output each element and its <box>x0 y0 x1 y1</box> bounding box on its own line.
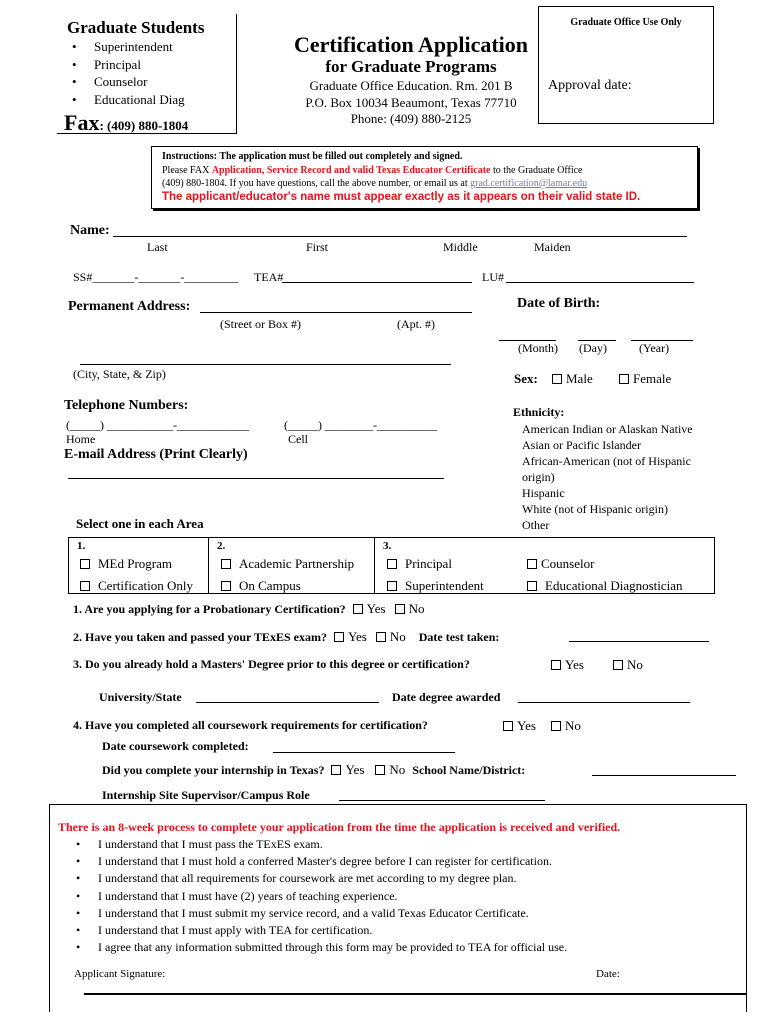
ethnicity-label: Ethnicity: <box>513 405 565 419</box>
checkbox-q3-no[interactable] <box>613 660 623 670</box>
form-subtitle: for Graduate Programs <box>325 57 497 76</box>
internship-question <box>102 762 525 778</box>
name-warning: The applicant/educator's name must appear exactly as it appears on their valid state ID. <box>162 191 641 203</box>
graduate-students-list <box>64 38 185 108</box>
street-label: (Street or Box #) <box>220 317 301 331</box>
yes-label: Yes <box>565 657 584 672</box>
city-field[interactable] <box>80 364 451 365</box>
checkbox-educational-diagnostician[interactable] <box>527 581 537 591</box>
school-district-field[interactable] <box>592 775 736 776</box>
university-state-field[interactable] <box>196 702 379 703</box>
name-label: Name: <box>70 223 110 238</box>
city-label: (City, State, & Zip) <box>73 367 166 381</box>
dob-label: Date of Birth: <box>517 296 601 311</box>
checkbox-q2-yes[interactable] <box>334 632 344 642</box>
email-link[interactable]: grad.certification@lamar.edu <box>470 178 588 189</box>
option-label: MEd Program <box>98 556 173 571</box>
list-item: • Principal <box>64 56 185 74</box>
telephone-label: Telephone Numbers: <box>64 398 189 413</box>
no-label: No <box>565 718 581 733</box>
checkbox-med-program[interactable] <box>80 559 90 569</box>
checkbox-superintendent[interactable] <box>387 581 397 591</box>
option-label: Certification Only <box>98 578 193 593</box>
list-item: • Superintendent <box>64 38 185 56</box>
ethnicity-option[interactable]: American Indian or Alaskan Native <box>522 422 693 436</box>
fax-label: Fax <box>64 110 100 135</box>
list-item: • I understand that I must pass the TExES exam. <box>68 836 567 853</box>
dob-day-label: (Day) <box>579 341 607 355</box>
checkbox-female[interactable] <box>619 374 629 384</box>
ethnicity-option[interactable]: Asian or Pacific Islander <box>522 438 641 452</box>
q4-no-option[interactable] <box>551 718 581 734</box>
question-3: 3. Do you already hold a Masters' Degree prior to this degree or certification? <box>73 657 470 671</box>
option-label: Educational Diagnostician <box>545 578 683 593</box>
question-2 <box>73 629 499 645</box>
apt-label: (Apt. #) <box>397 317 435 331</box>
list-item: • Educational Diag <box>64 91 185 109</box>
select-area-label: Select one in each Area <box>76 516 204 531</box>
date-test-taken-field[interactable] <box>569 641 709 642</box>
university-state-label: University/State <box>99 690 182 704</box>
checkbox-q3-yes[interactable] <box>551 660 561 670</box>
yes-label: Yes <box>347 629 367 644</box>
list-item: • Counselor <box>64 73 185 91</box>
sex-female-label: Female <box>633 371 672 386</box>
supervisor-label: Internship Site Supervisor/Campus Role <box>102 788 310 802</box>
office-address-2: P.O. Box 10034 Beaumont, Texas 77710 <box>305 95 517 110</box>
graduate-students-title: Graduate Students <box>67 18 205 37</box>
ethnicity-options <box>522 421 693 533</box>
checkbox-q1-no[interactable] <box>395 604 405 614</box>
list-item: • I understand that I must apply with TEA for certification. <box>68 922 567 939</box>
yes-label: Yes <box>366 601 386 616</box>
checkbox-q2-no[interactable] <box>376 632 386 642</box>
instructions-text: Please FAX <box>162 165 212 176</box>
tea-field[interactable] <box>282 282 472 283</box>
tea-label: TEA# <box>254 270 284 284</box>
sex-male-label: Male <box>566 371 593 386</box>
school-district-label: School Name/District: <box>412 763 526 777</box>
dob-month-label: (Month) <box>518 341 558 355</box>
instructions-required-docs: Application, Service Record and valid Texas Educator Certificate <box>211 165 491 176</box>
office-use-label: Graduate Office Use Only <box>570 17 682 28</box>
signature-label: Applicant Signature: <box>74 968 166 980</box>
question-1-text: 1. Are you applying for a Probationary Certification? <box>73 602 346 616</box>
name-maiden-label: Maiden <box>534 240 571 254</box>
checkbox-internship-yes[interactable] <box>331 765 341 775</box>
ethnicity-option[interactable]: Other <box>522 518 550 532</box>
no-label: No <box>389 762 406 777</box>
date-degree-awarded-label: Date degree awarded <box>392 690 501 704</box>
signature-divider <box>84 993 746 995</box>
home-phone-field[interactable]: (_____) ___________-____________ <box>66 418 249 432</box>
internship-no-option[interactable] <box>375 762 405 777</box>
option-counselor[interactable] <box>527 556 594 572</box>
instructions-text: (409) 880-1804. If you have questions, call the above number, or email us at <box>162 178 471 189</box>
list-item: • I understand that I must hold a conferred Master's degree before I can register for certification. <box>68 853 567 870</box>
no-label: No <box>627 657 643 672</box>
option-certification-only[interactable] <box>80 578 193 594</box>
checkbox-male[interactable] <box>552 374 562 384</box>
sex-female-option[interactable] <box>619 371 671 387</box>
checkbox-q4-no[interactable] <box>551 721 561 731</box>
lu-label: LU# <box>482 270 504 284</box>
no-label: No <box>408 601 425 616</box>
option-med-program[interactable] <box>80 556 172 572</box>
date-test-taken-label: Date test taken: <box>418 630 500 644</box>
area-3-number: 3. <box>383 540 392 552</box>
option-label: Counselor <box>541 556 595 571</box>
lu-field[interactable] <box>506 282 694 283</box>
checkbox-certification-only[interactable] <box>80 581 90 591</box>
q2-yes-option[interactable] <box>334 629 367 644</box>
q4-yes-option[interactable] <box>503 718 536 734</box>
q2-no-option[interactable] <box>376 629 406 644</box>
checkbox-counselor[interactable] <box>527 559 537 569</box>
signature-field[interactable] <box>180 964 580 986</box>
yes-label: Yes <box>345 762 365 777</box>
q1-no-option[interactable] <box>395 601 425 616</box>
office-phone: Phone: (409) 880-2125 <box>350 111 472 126</box>
no-label: No <box>389 629 406 644</box>
ethnicity-option[interactable]: African-American (not of Hispanic <box>522 454 691 468</box>
form-title: Certification Application <box>293 32 529 57</box>
option-superintendent[interactable] <box>387 578 484 594</box>
sex-label: Sex: <box>514 371 538 386</box>
instructions-line-2 <box>162 165 583 176</box>
name-last-label: Last <box>147 240 168 254</box>
ethnicity-option[interactable]: Hispanic <box>522 486 565 500</box>
ethnicity-option[interactable]: White (not of Hispanic origin) <box>522 502 668 516</box>
office-address-1: Graduate Office Education. Rm. 201 B <box>309 78 513 93</box>
instructions-text: to the Graduate Office <box>490 165 583 176</box>
option-label: Principal <box>405 556 452 571</box>
checkbox-q1-yes[interactable] <box>353 604 363 614</box>
email-field[interactable] <box>68 478 444 479</box>
option-academic-partnership[interactable] <box>221 556 354 572</box>
signature-date-field[interactable] <box>626 964 736 986</box>
internship-yes-option[interactable] <box>331 762 364 777</box>
process-notice: There is an 8-week process to complete your application from the time the application is received and verified. <box>58 820 621 834</box>
checkbox-q4-yes[interactable] <box>503 721 513 731</box>
yes-label: Yes <box>517 718 536 733</box>
checkbox-academic-partnership[interactable] <box>221 559 231 569</box>
q3-yes-option[interactable] <box>551 657 584 673</box>
address-field[interactable] <box>200 312 472 313</box>
cell-phone-field[interactable]: (_____) ________-__________ <box>284 418 437 432</box>
sex-male-option[interactable] <box>552 371 593 387</box>
list-item: • I understand that I must submit my service record, and a valid Texas Educator Certificate. <box>68 905 567 922</box>
supervisor-field[interactable] <box>339 800 545 801</box>
option-on-campus[interactable] <box>221 578 301 594</box>
signature-date-label: Date: <box>596 968 620 980</box>
internship-question-text: Did you complete your internship in Texas? <box>102 763 325 777</box>
fax-number: : (409) 880-1804 <box>99 118 189 133</box>
coursework-date-label: Date coursework completed: <box>102 739 249 753</box>
question-1 <box>73 601 424 617</box>
email-address-label: E-mail Address (Print Clearly) <box>64 447 248 462</box>
dob-year-label: (Year) <box>639 341 670 355</box>
list-item: • I understand that I must have (2) years of teaching experience. <box>68 888 567 905</box>
checkbox-principal[interactable] <box>387 559 397 569</box>
option-educational-diagnostician[interactable] <box>527 578 683 594</box>
option-label: Academic Partnership <box>239 556 355 571</box>
instructions-line-3 <box>162 178 587 189</box>
option-label: On Campus <box>239 578 301 593</box>
checkbox-on-campus[interactable] <box>221 581 231 591</box>
list-item: • I agree that any information submitted through this form may be provided to TEA for official use. <box>68 939 567 956</box>
area-2-number: 2. <box>217 540 226 552</box>
ss-field[interactable]: SS#_______-_______-_________ <box>73 270 239 284</box>
acknowledgement-list <box>68 836 567 956</box>
name-field[interactable] <box>113 236 687 237</box>
option-principal[interactable] <box>387 556 452 572</box>
option-label: Superintendent <box>405 578 484 593</box>
name-first-label: First <box>306 240 329 254</box>
coursework-date-field[interactable] <box>273 752 455 753</box>
fax-line <box>64 110 188 136</box>
address-label: Permanent Address: <box>68 299 191 314</box>
ethnicity-option[interactable]: origin) <box>522 470 555 484</box>
question-4: 4. Have you completed all coursework requirements for certification? <box>73 718 428 732</box>
q3-no-option[interactable] <box>613 657 643 673</box>
list-item: • I understand that all requirements for coursework are met according to my degree plan. <box>68 870 567 887</box>
home-label: Home <box>66 432 96 446</box>
date-degree-awarded-field[interactable] <box>518 702 690 703</box>
cell-label: Cell <box>288 432 308 446</box>
table-divider <box>208 537 209 594</box>
q1-yes-option[interactable] <box>353 601 386 616</box>
approval-date-label: Approval date: <box>548 78 632 93</box>
name-middle-label: Middle <box>443 240 478 254</box>
checkbox-internship-no[interactable] <box>375 765 385 775</box>
instructions-line-1: Instructions: The application must be filled out completely and signed. <box>162 151 463 162</box>
area-1-number: 1. <box>77 540 86 552</box>
table-divider <box>374 537 375 594</box>
question-2-text: 2. Have you taken and passed your TExES exam? <box>73 630 327 644</box>
